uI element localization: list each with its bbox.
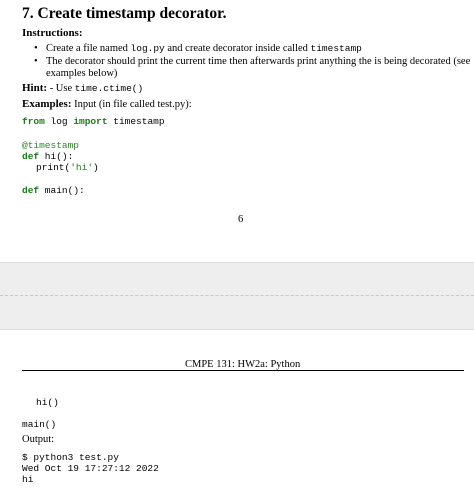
instruction-1-code-name: timestamp [310,43,362,54]
output-line-2: Wed Oct 19 17:27:12 2022 [22,463,159,474]
code-decorator-line: @timestamp [22,140,80,151]
hint-code: time.ctime() [74,83,144,94]
output-label: Output: [22,434,55,445]
code-print-arg: 'hi' [70,162,94,173]
instruction-1-mid: and create decorator inside called [164,43,311,54]
instruction-2-line1: The decorator should print the current time then afterwards print anything the is being decorated (see [46,55,471,67]
code-kw-def-hi: def [22,151,40,162]
instruction-1-code-file: log.py [130,43,165,54]
page-gap [0,262,474,330]
code-kw-import: import [73,116,108,127]
instruction-item-2 [22,56,472,81]
examples-line [22,98,192,110]
code-print-fn: print( [36,162,71,173]
examples-text: Input (in file called test.py): [71,99,192,110]
instruction-1-pre: Create a file named [46,43,131,54]
code-import-line [22,116,165,127]
hint-text: - Use [47,83,75,94]
output-line-3: hi [22,474,34,485]
instructions-list [22,43,472,81]
code-main-call: main() [22,419,57,430]
code-def-hi-rest: hi(): [39,151,74,162]
code-hi-call: hi() [36,397,59,408]
running-header: CMPE 131: HW2a: Python [185,359,301,370]
page-number: 6 [238,214,244,225]
instructions-heading: Instructions: [22,27,83,39]
section-title: 7. Create timestamp decorator. [22,5,227,22]
instruction-item-1 [22,43,472,56]
code-kw-def-main: def [22,185,40,196]
code-def-hi-line [22,151,73,162]
code-import-name: timestamp [107,116,165,127]
code-def-main-line [22,185,85,196]
hint-label: Hint: [22,82,48,94]
code-print-line [36,162,99,173]
code-module: log [44,116,74,127]
output-line-1: $ python3 test.py [22,452,119,463]
code-kw-from: from [22,116,45,127]
code-print-close: ) [93,162,99,173]
instruction-2-line2: examples below) [46,68,118,79]
page-break-line [0,295,474,296]
hint-line [22,82,143,94]
code-def-main-rest: main(): [39,185,85,196]
examples-label: Examples: [22,98,72,110]
header-rule [22,370,464,371]
